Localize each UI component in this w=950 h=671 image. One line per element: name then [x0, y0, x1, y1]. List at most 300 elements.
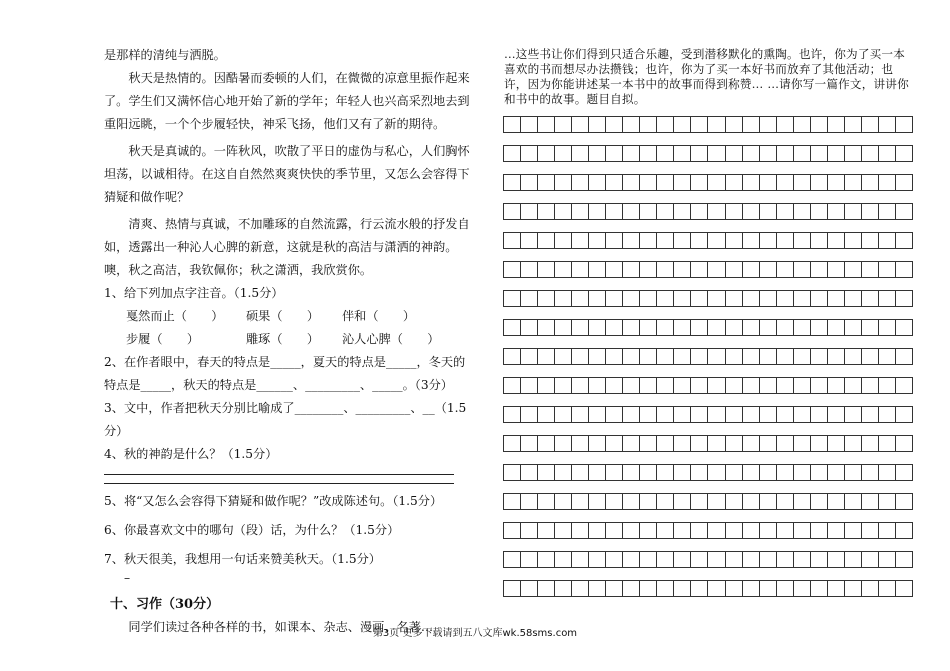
grid-cell[interactable] — [640, 204, 657, 219]
grid-cell[interactable] — [862, 552, 879, 567]
grid-cell[interactable] — [674, 291, 691, 306]
grid-cell[interactable] — [504, 349, 521, 364]
grid-cell[interactable] — [726, 494, 743, 509]
grid-cell[interactable] — [726, 204, 743, 219]
grid-cell[interactable] — [828, 117, 845, 132]
grid-cell[interactable] — [538, 204, 555, 219]
grid-cell[interactable] — [760, 378, 777, 393]
grid-cell[interactable] — [708, 262, 725, 277]
grid-cell[interactable] — [845, 117, 862, 132]
grid-cell[interactable] — [760, 581, 777, 596]
grid-cell[interactable] — [674, 204, 691, 219]
grid-cell[interactable] — [811, 494, 828, 509]
grid-cell[interactable] — [657, 407, 674, 422]
grid-cell[interactable] — [589, 349, 606, 364]
grid-cell[interactable] — [657, 378, 674, 393]
grid-cell[interactable] — [521, 407, 538, 422]
grid-cell[interactable] — [572, 204, 589, 219]
grid-cell[interactable] — [708, 175, 725, 190]
grid-cell[interactable] — [760, 407, 777, 422]
grid-cell[interactable] — [879, 378, 896, 393]
grid-cell[interactable] — [657, 262, 674, 277]
grid-cell[interactable] — [521, 581, 538, 596]
grid-cell[interactable] — [691, 349, 708, 364]
grid-cell[interactable] — [521, 552, 538, 567]
grid-cell[interactable] — [777, 436, 794, 451]
grid-cell[interactable] — [879, 291, 896, 306]
grid-cell[interactable] — [674, 146, 691, 161]
grid-cell[interactable] — [726, 233, 743, 248]
grid-cell[interactable] — [828, 523, 845, 538]
grid-cell[interactable] — [777, 175, 794, 190]
grid-cell[interactable] — [777, 523, 794, 538]
grid-cell[interactable] — [657, 494, 674, 509]
grid-cell[interactable] — [811, 233, 828, 248]
grid-cell[interactable] — [623, 175, 640, 190]
grid-cell[interactable] — [589, 378, 606, 393]
grid-cell[interactable] — [777, 378, 794, 393]
grid-cell[interactable] — [521, 204, 538, 219]
grid-cell[interactable] — [828, 204, 845, 219]
grid-cell[interactable] — [521, 117, 538, 132]
grid-cell[interactable] — [521, 436, 538, 451]
grid-cell[interactable] — [896, 436, 913, 451]
grid-cell[interactable] — [657, 320, 674, 335]
grid-cell[interactable] — [521, 175, 538, 190]
grid-cell[interactable] — [555, 581, 572, 596]
grid-cell[interactable] — [572, 552, 589, 567]
grid-cell[interactable] — [538, 320, 555, 335]
grid-cell[interactable] — [623, 581, 640, 596]
grid-cell[interactable] — [623, 436, 640, 451]
grid-cell[interactable] — [606, 436, 623, 451]
grid-cell[interactable] — [896, 349, 913, 364]
grid-cell[interactable] — [743, 262, 760, 277]
grid-cell[interactable] — [726, 262, 743, 277]
grid-cell[interactable] — [811, 320, 828, 335]
grid-cell[interactable] — [691, 581, 708, 596]
grid-cell[interactable] — [640, 523, 657, 538]
grid-cell[interactable] — [589, 291, 606, 306]
grid-cell[interactable] — [726, 349, 743, 364]
grid-cell[interactable] — [760, 146, 777, 161]
grid-cell[interactable] — [777, 552, 794, 567]
grid-cell[interactable] — [572, 349, 589, 364]
grid-cell[interactable] — [572, 436, 589, 451]
grid-cell[interactable] — [606, 523, 623, 538]
grid-cell[interactable] — [845, 204, 862, 219]
grid-cell[interactable] — [794, 436, 811, 451]
grid-cell[interactable] — [640, 465, 657, 480]
grid-cell[interactable] — [691, 465, 708, 480]
grid-cell[interactable] — [777, 407, 794, 422]
grid-row[interactable] — [503, 348, 913, 365]
grid-cell[interactable] — [862, 407, 879, 422]
grid-cell[interactable] — [794, 146, 811, 161]
grid-cell[interactable] — [845, 320, 862, 335]
grid-cell[interactable] — [674, 320, 691, 335]
grid-cell[interactable] — [589, 494, 606, 509]
grid-cell[interactable] — [504, 436, 521, 451]
grid-cell[interactable] — [862, 175, 879, 190]
grid-cell[interactable] — [879, 233, 896, 248]
grid-cell[interactable] — [777, 233, 794, 248]
grid-cell[interactable] — [555, 233, 572, 248]
grid-cell[interactable] — [845, 349, 862, 364]
grid-cell[interactable] — [794, 407, 811, 422]
grid-cell[interactable] — [879, 494, 896, 509]
grid-cell[interactable] — [538, 291, 555, 306]
grid-cell[interactable] — [896, 117, 913, 132]
grid-cell[interactable] — [538, 436, 555, 451]
grid-cell[interactable] — [743, 465, 760, 480]
grid-cell[interactable] — [726, 378, 743, 393]
grid-cell[interactable] — [811, 175, 828, 190]
grid-cell[interactable] — [623, 291, 640, 306]
grid-cell[interactable] — [572, 117, 589, 132]
grid-cell[interactable] — [572, 262, 589, 277]
grid-cell[interactable] — [623, 407, 640, 422]
grid-cell[interactable] — [538, 494, 555, 509]
grid-cell[interactable] — [623, 233, 640, 248]
grid-cell[interactable] — [896, 291, 913, 306]
grid-cell[interactable] — [674, 262, 691, 277]
grid-cell[interactable] — [640, 349, 657, 364]
grid-cell[interactable] — [555, 262, 572, 277]
grid-cell[interactable] — [538, 233, 555, 248]
grid-cell[interactable] — [760, 523, 777, 538]
grid-cell[interactable] — [589, 320, 606, 335]
grid-cell[interactable] — [862, 233, 879, 248]
grid-cell[interactable] — [828, 320, 845, 335]
grid-cell[interactable] — [589, 407, 606, 422]
grid-cell[interactable] — [760, 262, 777, 277]
grid-cell[interactable] — [794, 233, 811, 248]
grid-cell[interactable] — [811, 349, 828, 364]
grid-cell[interactable] — [896, 204, 913, 219]
grid-cell[interactable] — [640, 117, 657, 132]
grid-cell[interactable] — [555, 349, 572, 364]
grid-cell[interactable] — [708, 436, 725, 451]
grid-cell[interactable] — [589, 581, 606, 596]
grid-cell[interactable] — [504, 175, 521, 190]
grid-cell[interactable] — [743, 581, 760, 596]
grid-cell[interactable] — [691, 436, 708, 451]
grid-cell[interactable] — [862, 262, 879, 277]
grid-cell[interactable] — [572, 378, 589, 393]
grid-cell[interactable] — [862, 523, 879, 538]
grid-cell[interactable] — [743, 320, 760, 335]
grid-cell[interactable] — [538, 552, 555, 567]
grid-cell[interactable] — [794, 494, 811, 509]
grid-cell[interactable] — [862, 378, 879, 393]
grid-row[interactable] — [503, 435, 913, 452]
grid-row[interactable] — [503, 232, 913, 249]
grid-cell[interactable] — [879, 204, 896, 219]
grid-cell[interactable] — [743, 523, 760, 538]
grid-cell[interactable] — [572, 465, 589, 480]
grid-cell[interactable] — [555, 146, 572, 161]
grid-cell[interactable] — [623, 320, 640, 335]
grid-cell[interactable] — [589, 204, 606, 219]
grid-cell[interactable] — [708, 291, 725, 306]
grid-row[interactable] — [503, 493, 913, 510]
grid-cell[interactable] — [862, 146, 879, 161]
grid-cell[interactable] — [640, 407, 657, 422]
grid-cell[interactable] — [589, 146, 606, 161]
grid-cell[interactable] — [879, 262, 896, 277]
grid-cell[interactable] — [572, 146, 589, 161]
grid-cell[interactable] — [845, 407, 862, 422]
grid-cell[interactable] — [555, 407, 572, 422]
grid-cell[interactable] — [589, 262, 606, 277]
grid-cell[interactable] — [521, 320, 538, 335]
answer-line-1[interactable] — [104, 466, 454, 475]
grid-cell[interactable] — [538, 523, 555, 538]
grid-cell[interactable] — [760, 494, 777, 509]
grid-cell[interactable] — [794, 552, 811, 567]
grid-cell[interactable] — [726, 581, 743, 596]
grid-cell[interactable] — [640, 436, 657, 451]
grid-cell[interactable] — [760, 349, 777, 364]
grid-cell[interactable] — [623, 262, 640, 277]
grid-cell[interactable] — [726, 436, 743, 451]
grid-cell[interactable] — [538, 465, 555, 480]
grid-cell[interactable] — [572, 233, 589, 248]
grid-cell[interactable] — [623, 465, 640, 480]
grid-cell[interactable] — [572, 175, 589, 190]
grid-cell[interactable] — [657, 465, 674, 480]
grid-row[interactable] — [503, 145, 913, 162]
grid-cell[interactable] — [674, 407, 691, 422]
grid-cell[interactable] — [606, 233, 623, 248]
grid-cell[interactable] — [743, 552, 760, 567]
grid-row[interactable] — [503, 464, 913, 481]
grid-cell[interactable] — [726, 175, 743, 190]
grid-cell[interactable] — [811, 291, 828, 306]
grid-cell[interactable] — [674, 581, 691, 596]
grid-cell[interactable] — [896, 465, 913, 480]
grid-cell[interactable] — [845, 465, 862, 480]
grid-cell[interactable] — [708, 494, 725, 509]
grid-cell[interactable] — [657, 233, 674, 248]
grid-cell[interactable] — [896, 378, 913, 393]
grid-cell[interactable] — [845, 291, 862, 306]
grid-cell[interactable] — [691, 262, 708, 277]
grid-cell[interactable] — [743, 146, 760, 161]
grid-cell[interactable] — [538, 378, 555, 393]
grid-cell[interactable] — [845, 581, 862, 596]
grid-cell[interactable] — [538, 581, 555, 596]
grid-cell[interactable] — [708, 349, 725, 364]
grid-cell[interactable] — [708, 465, 725, 480]
grid-cell[interactable] — [879, 117, 896, 132]
grid-cell[interactable] — [743, 378, 760, 393]
grid-cell[interactable] — [691, 146, 708, 161]
grid-cell[interactable] — [606, 349, 623, 364]
grid-cell[interactable] — [708, 378, 725, 393]
grid-cell[interactable] — [674, 117, 691, 132]
grid-cell[interactable] — [521, 146, 538, 161]
grid-cell[interactable] — [521, 291, 538, 306]
grid-row[interactable] — [503, 319, 913, 336]
grid-cell[interactable] — [555, 204, 572, 219]
grid-row[interactable] — [503, 174, 913, 191]
grid-cell[interactable] — [794, 320, 811, 335]
grid-cell[interactable] — [504, 117, 521, 132]
grid-cell[interactable] — [879, 146, 896, 161]
grid-cell[interactable] — [760, 465, 777, 480]
grid-cell[interactable] — [691, 378, 708, 393]
grid-cell[interactable] — [811, 407, 828, 422]
grid-cell[interactable] — [828, 581, 845, 596]
grid-cell[interactable] — [828, 465, 845, 480]
grid-cell[interactable] — [708, 523, 725, 538]
grid-cell[interactable] — [504, 291, 521, 306]
grid-cell[interactable] — [606, 494, 623, 509]
grid-cell[interactable] — [811, 581, 828, 596]
grid-cell[interactable] — [760, 175, 777, 190]
grid-cell[interactable] — [708, 117, 725, 132]
grid-cell[interactable] — [606, 320, 623, 335]
grid-cell[interactable] — [606, 378, 623, 393]
grid-cell[interactable] — [504, 494, 521, 509]
grid-cell[interactable] — [504, 407, 521, 422]
grid-cell[interactable] — [555, 175, 572, 190]
grid-cell[interactable] — [726, 552, 743, 567]
grid-cell[interactable] — [555, 465, 572, 480]
grid-cell[interactable] — [657, 117, 674, 132]
grid-cell[interactable] — [879, 320, 896, 335]
grid-cell[interactable] — [760, 552, 777, 567]
grid-cell[interactable] — [623, 117, 640, 132]
grid-cell[interactable] — [589, 465, 606, 480]
grid-cell[interactable] — [606, 291, 623, 306]
grid-cell[interactable] — [623, 204, 640, 219]
grid-cell[interactable] — [743, 407, 760, 422]
grid-cell[interactable] — [657, 291, 674, 306]
grid-cell[interactable] — [674, 494, 691, 509]
grid-cell[interactable] — [726, 523, 743, 538]
grid-cell[interactable] — [538, 349, 555, 364]
grid-cell[interactable] — [691, 523, 708, 538]
grid-cell[interactable] — [879, 436, 896, 451]
grid-row[interactable] — [503, 261, 913, 278]
grid-cell[interactable] — [879, 552, 896, 567]
grid-cell[interactable] — [674, 436, 691, 451]
grid-cell[interactable] — [862, 465, 879, 480]
grid-cell[interactable] — [879, 349, 896, 364]
grid-cell[interactable] — [555, 378, 572, 393]
grid-cell[interactable] — [504, 552, 521, 567]
grid-cell[interactable] — [691, 320, 708, 335]
writing-grid[interactable] — [503, 116, 913, 609]
grid-cell[interactable] — [726, 320, 743, 335]
answer-line-2[interactable] — [104, 475, 454, 484]
grid-cell[interactable] — [504, 465, 521, 480]
grid-cell[interactable] — [811, 378, 828, 393]
grid-cell[interactable] — [640, 233, 657, 248]
grid-cell[interactable] — [862, 494, 879, 509]
grid-cell[interactable] — [538, 407, 555, 422]
grid-cell[interactable] — [589, 117, 606, 132]
grid-cell[interactable] — [828, 494, 845, 509]
grid-cell[interactable] — [657, 523, 674, 538]
grid-row[interactable] — [503, 406, 913, 423]
grid-cell[interactable] — [640, 378, 657, 393]
grid-cell[interactable] — [811, 465, 828, 480]
grid-row[interactable] — [503, 290, 913, 307]
grid-cell[interactable] — [777, 581, 794, 596]
grid-cell[interactable] — [623, 494, 640, 509]
grid-cell[interactable] — [879, 175, 896, 190]
grid-cell[interactable] — [794, 291, 811, 306]
grid-cell[interactable] — [845, 523, 862, 538]
grid-cell[interactable] — [862, 291, 879, 306]
grid-cell[interactable] — [504, 262, 521, 277]
grid-row[interactable] — [503, 377, 913, 394]
grid-cell[interactable] — [606, 204, 623, 219]
grid-cell[interactable] — [845, 262, 862, 277]
grid-cell[interactable] — [623, 349, 640, 364]
grid-cell[interactable] — [708, 204, 725, 219]
grid-cell[interactable] — [691, 552, 708, 567]
grid-cell[interactable] — [674, 233, 691, 248]
grid-cell[interactable] — [504, 233, 521, 248]
grid-cell[interactable] — [606, 175, 623, 190]
grid-cell[interactable] — [657, 349, 674, 364]
grid-cell[interactable] — [504, 581, 521, 596]
grid-cell[interactable] — [606, 552, 623, 567]
grid-cell[interactable] — [589, 523, 606, 538]
grid-cell[interactable] — [777, 465, 794, 480]
grid-cell[interactable] — [538, 175, 555, 190]
grid-cell[interactable] — [606, 146, 623, 161]
grid-cell[interactable] — [521, 494, 538, 509]
grid-cell[interactable] — [845, 378, 862, 393]
grid-cell[interactable] — [862, 581, 879, 596]
grid-row[interactable] — [503, 203, 913, 220]
grid-cell[interactable] — [726, 465, 743, 480]
grid-cell[interactable] — [640, 494, 657, 509]
grid-cell[interactable] — [640, 262, 657, 277]
grid-cell[interactable] — [606, 465, 623, 480]
grid-cell[interactable] — [811, 117, 828, 132]
grid-cell[interactable] — [896, 175, 913, 190]
grid-cell[interactable] — [640, 146, 657, 161]
grid-cell[interactable] — [589, 175, 606, 190]
grid-cell[interactable] — [521, 262, 538, 277]
grid-cell[interactable] — [811, 204, 828, 219]
grid-cell[interactable] — [828, 262, 845, 277]
grid-cell[interactable] — [777, 262, 794, 277]
grid-row[interactable] — [503, 116, 913, 133]
grid-cell[interactable] — [657, 204, 674, 219]
grid-cell[interactable] — [811, 523, 828, 538]
grid-cell[interactable] — [743, 233, 760, 248]
grid-cell[interactable] — [504, 204, 521, 219]
grid-cell[interactable] — [521, 523, 538, 538]
grid-cell[interactable] — [691, 233, 708, 248]
grid-cell[interactable] — [743, 204, 760, 219]
grid-cell[interactable] — [794, 117, 811, 132]
grid-cell[interactable] — [811, 146, 828, 161]
grid-cell[interactable] — [845, 175, 862, 190]
grid-cell[interactable] — [691, 175, 708, 190]
grid-cell[interactable] — [691, 291, 708, 306]
grid-cell[interactable] — [760, 320, 777, 335]
grid-cell[interactable] — [674, 523, 691, 538]
